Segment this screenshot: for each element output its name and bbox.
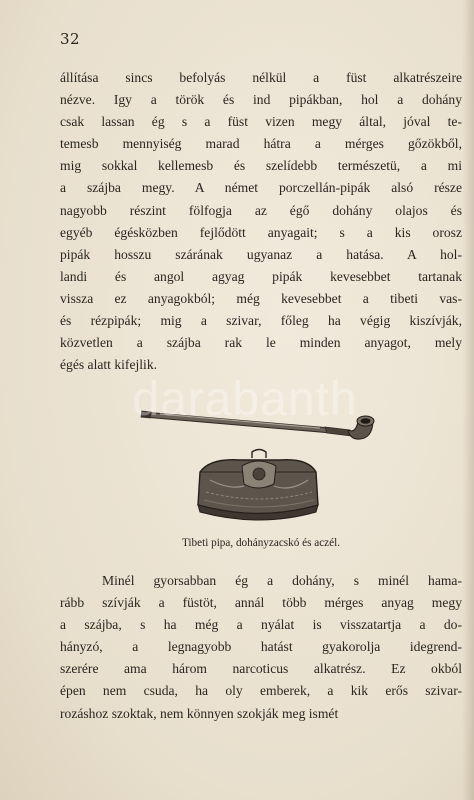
text-line: nézve. Igy a török és ind pipákban, hol a dohány [60, 92, 462, 108]
text-line: szerére ama három narcoticus alkatrész. Ez okból [60, 661, 462, 677]
text-line: állítása sincs befolyás nélkül a füst alkatrészeire [60, 70, 462, 85]
text-line: nagyobb részint fölfogja az égő dohány olajos és [60, 202, 462, 218]
text-line: rozáshoz szoktak, nem könnyen szokják meg ismét [60, 705, 339, 721]
text-line: a szájba, s ha még a nyálat is visszatartja a do- [60, 617, 462, 633]
text-line: csak lassan ég s a füst vizen megy által, jóval te- [60, 114, 462, 130]
text-line: és rézpipák; mig a szivar, főleg ha végig kiszívják, [60, 313, 462, 329]
text-line: közvetlen a szájba rak le minden anyagot, mely [60, 335, 462, 351]
page-edge-shadow [462, 0, 474, 800]
tibetan-pipe-icon [141, 411, 374, 440]
page-number: 32 [60, 30, 81, 48]
text-line: mig sokkal kellemesb és szelídebb természetü, a mi [60, 158, 462, 174]
text-line: temesb mennyiség marad hátra a mérges gőzökből, [60, 136, 462, 152]
text-line: hányzó, a legnagyobb hatást gyakorolja idegrend- [60, 639, 462, 655]
watermark: darabanth [132, 373, 358, 426]
paragraph-2 [60, 570, 462, 725]
text-line: pipák hosszu szárának ugyanaz a hatása. A hol- [60, 246, 462, 262]
text-line: vissza ez anyagokból; még kevesebbet a tibeti vas- [60, 290, 462, 306]
pipe-and-tobacco-pouch-illustration [140, 400, 380, 530]
tobacco-pouch-icon [198, 450, 318, 521]
text-line: épen nem csuda, ha oly emberek, a kik erős szivar- [60, 683, 462, 699]
figure-caption: Tibeti pipa, dohányzacskó és aczél. [181, 537, 341, 549]
text-line: a szájba megy. A német porczellán-pipák alsó része [60, 180, 462, 196]
text-line: landi és angol agyag pipák kevesebbet tartanak [60, 268, 462, 284]
text-line: egyéb égésközben fejlődött anyagait; s a kis orosz [60, 224, 462, 240]
text-line: Minél gyorsabban ég a dohány, s minél hama- [102, 573, 462, 588]
text-line: rább szívják a füstöt, annál több mérges anyag megy [60, 595, 462, 611]
paragraph-1 [60, 67, 462, 376]
text-line: égés alatt kifejlik. [60, 357, 158, 373]
